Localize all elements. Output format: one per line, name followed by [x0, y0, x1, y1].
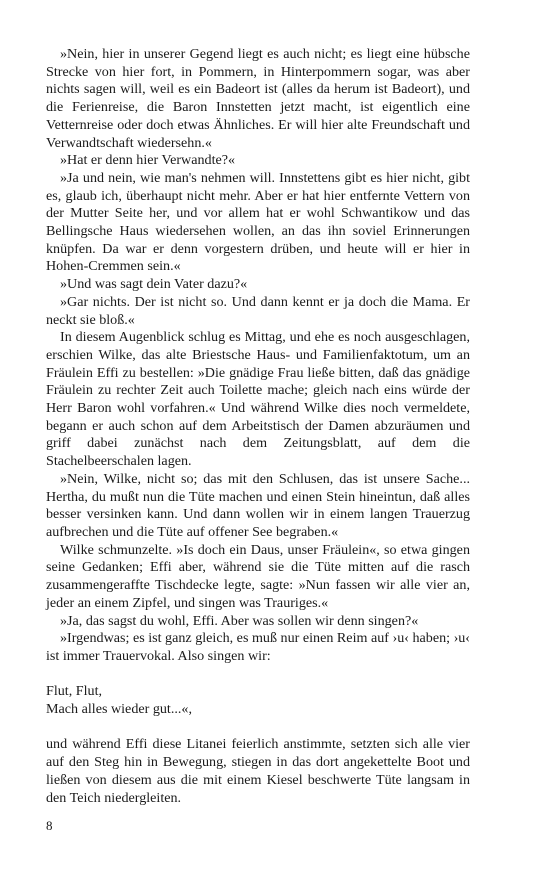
paragraph: »Gar nichts. Der ist nicht so. Und dann kennt er ja doch die Mama. Er neckt sie bloß.« — [46, 293, 470, 328]
paragraph: »Hat er denn hier Verwandte?« — [60, 152, 236, 169]
page-body — [46, 46, 470, 807]
paragraph: »Ja, das sagst du wohl, Effi. Aber was sollen wir denn singen?« — [60, 612, 419, 629]
paragraph: »Nein, hier in unserer Gegend liegt es auch nicht; es liegt eine hübsche Strecke von hier fort, in Pommern, in Hinterpommern sogar, was aber nichts sagen will, weil es ein Badeort ist (alles da herum ist Badeort), und die Ferienreise, die Baron Innstetten jetzt macht, ist eigentlich eine Vetternreise oder doch etwas Ähnliches. Er will hier alte Freundschaft und Verwandtschaft wiedersehn.« — [46, 46, 470, 151]
paragraph: »Und was sagt dein Vater dazu?« — [60, 276, 248, 293]
paragraph: In diesem Augenblick schlug es Mittag, und ehe es noch ausgeschlagen, erschien Wilke, das alte Briestsche Haus- und Familienfaktotum, um an Fräulein Effi zu bestellen: »Die gnädige Frau ließe bitten, daß das gnädige Fräulein zu rechter Zeit auch Toilette mache; gleich nach eins würde der Herr Baron wohl vorfahren.« Und während Wilke dies noch vermeldete, begann er auch schon auf dem Arbeitstisch der Damen abzuräumen und griff dabei zunächst nach dem Zeitungsblatt, auf dem die Stachelbeerschalen lagen. — [46, 329, 470, 470]
paragraph: »Irgendwas; es ist ganz gleich, es muß nur einen Reim auf ›u‹ haben; ›u‹ ist immer Trauervokal. Also singen wir: — [46, 630, 470, 664]
paragraph: »Ja und nein, wie man's nehmen will. Innstettens gibt es hier nicht, gibt es, glaub ich, überhaupt nicht mehr. Aber er hat hier entfernte Vettern von der Mutter Seite her, und vor allem hat er wohl Schwantikow und das Bellingsche Haus wiedersehen wollen, an das ihn soviel Erinnerungen knüpfen. Da war er denn vorgestern drüben, und heute will er hier in Hohen-Cremmen sein.« — [46, 169, 470, 275]
poem — [46, 683, 470, 718]
poem-line: Mach alles wieder gut...«, — [46, 701, 192, 717]
paragraph: Wilke schmunzelte. »Is doch ein Daus, unser Fräulein«, so etwa gingen seine Gedanken; Effi aber, während sie die Tüte mitten auf die rasch zusammengeraffte Tischdecke legte, sagte: »Nun fassen wir alle vier an, jeder an einem Zipfel, und singen was Trauriges.« — [46, 541, 470, 611]
paragraph: »Nein, Wilke, nicht so; das mit den Schlusen, das ist unsere Sache... Hertha, du mußt nun die Tüte machen und einen Stein hineintun, daß alles besser versinken kann. Und dann wollen wir in einem langen Trauerzug aufbrechen und die Tüte auf offener See begraben.« — [46, 470, 470, 540]
poem-line: Flut, Flut, — [46, 683, 103, 700]
page-number: 8 — [46, 818, 53, 833]
paragraph: und während Effi diese Litanei feierlich anstimmte, setzten sich alle vier auf den Steg hin in Bewegung, stiegen in das dort angekettelte Boot und ließen von diesem aus die mit einem Kiesel beschwerte Tüte langsam in den Teich niedergleiten. — [46, 736, 470, 806]
